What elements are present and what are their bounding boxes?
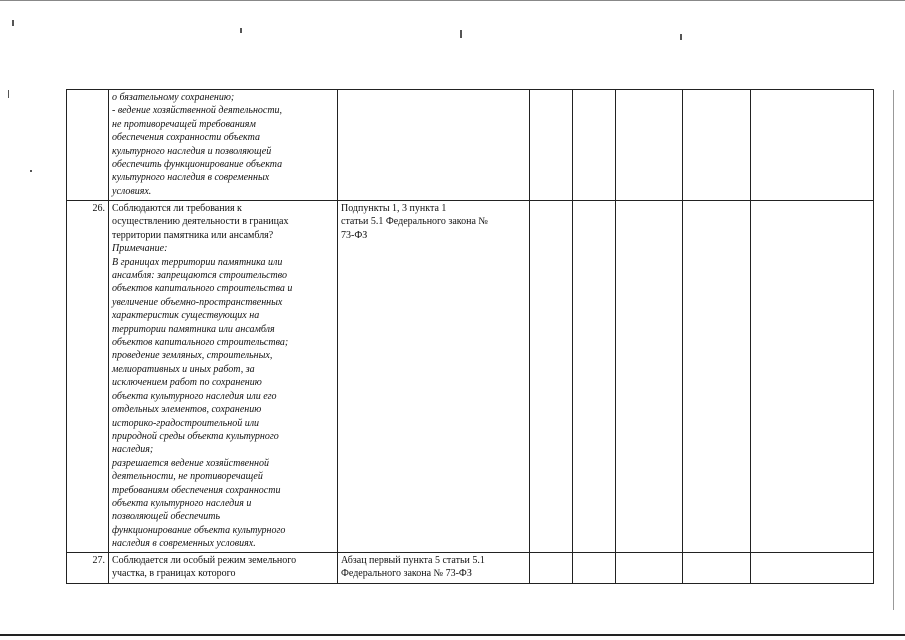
answer-extra-cell — [683, 552, 751, 583]
note-line: требованиям обеспечения сохранности — [112, 484, 281, 496]
answer-no-cell — [573, 90, 616, 201]
answer-yes-cell — [530, 201, 573, 553]
note-line: наследия в современных условиях. — [112, 538, 256, 550]
row-number: 26. — [67, 201, 109, 553]
note-line: объектов капитального строительства и — [112, 283, 293, 295]
norm-cell — [338, 90, 530, 201]
norm-cell — [338, 552, 530, 583]
requirement-cell — [109, 90, 338, 201]
answer-no-cell — [573, 552, 616, 583]
norm-line: статьи 5.1 Федерального закона № — [341, 216, 488, 228]
question-line: осуществлению деятельности в границах — [112, 216, 289, 228]
requirement-line: не противоречащей требованиям — [112, 118, 256, 130]
note-line: наследия; — [112, 444, 154, 456]
requirement-line: - ведение хозяйственной деятельности, — [112, 105, 283, 117]
norm-cell — [338, 201, 530, 553]
answer-extra-cell — [683, 201, 751, 553]
note-line: деятельности, не противоречащей — [112, 471, 263, 483]
scan-speck — [240, 28, 242, 33]
note-line: разрешается ведение хозяйственной — [112, 457, 270, 469]
row-number: 27. — [67, 552, 109, 583]
answer-na-cell — [616, 552, 683, 583]
comment-cell — [751, 201, 874, 553]
note-line: увеличение объемно-пространственных — [112, 296, 283, 308]
table-row — [67, 90, 874, 201]
requirement-line: обеспечения сохранности объекта — [112, 132, 260, 144]
note-line: характеристик существующих на — [112, 310, 260, 322]
question-line: Соблюдаются ли требования к — [112, 203, 242, 214]
norm-line: Федерального закона № 73-ФЗ — [341, 567, 472, 579]
norm-line: 73-ФЗ — [341, 229, 368, 241]
requirement-cell — [109, 201, 338, 553]
note-line: объекта культурного наследия или его — [112, 390, 277, 402]
note-line: объекта культурного наследия и — [112, 497, 252, 509]
answer-yes-cell — [530, 90, 573, 201]
requirement-cell — [109, 552, 338, 583]
question-line: Соблюдается ли особый режим земельного — [112, 554, 297, 566]
note-line: Примечание: — [112, 243, 168, 255]
norm-line: Абзац первый пункта 5 статьи 5.1 — [341, 554, 485, 566]
scan-speck — [893, 90, 894, 610]
note-line: мелиоративных и иных работ, за — [112, 363, 255, 375]
answer-extra-cell — [683, 90, 751, 201]
requirement-line: о бязательному сохранению; — [112, 92, 235, 103]
requirement-line: обеспечить функционирование объекта — [112, 159, 283, 171]
requirement-line: условиях. — [112, 185, 152, 197]
note-line: позволяющей обеспечить — [112, 511, 221, 523]
answer-no-cell — [573, 201, 616, 553]
requirement-line: культурного наследия в современных — [112, 172, 270, 184]
question-line: территории памятника или ансамбля? — [112, 229, 274, 241]
norm-line: Подпункты 1, 3 пункта 1 — [341, 203, 447, 214]
scan-speck — [460, 30, 462, 38]
scan-speck — [12, 20, 14, 26]
table-row — [67, 201, 874, 553]
answer-na-cell — [616, 90, 683, 201]
note-line: ансамбля: запрещаются строительство — [112, 270, 287, 282]
question-line: участка, в границах которого — [112, 567, 236, 579]
row-number — [67, 90, 109, 201]
note-line: отдельных элементов, сохранению — [112, 404, 262, 416]
answer-yes-cell — [530, 552, 573, 583]
bottom-scan-edge — [0, 634, 905, 636]
comment-cell — [751, 552, 874, 583]
scan-speck — [8, 90, 9, 98]
checklist-table — [66, 89, 874, 584]
note-line: функционирование объекта культурного — [112, 524, 286, 536]
note-line: проведение земляных, строительных, — [112, 350, 273, 362]
answer-na-cell — [616, 201, 683, 553]
note-line: историко-градостроительной или — [112, 417, 260, 429]
scan-speck — [680, 34, 682, 40]
note-line: исключением работ по сохранению — [112, 377, 262, 389]
top-scan-edge — [0, 0, 905, 1]
requirement-line: культурного наследия и позволяющей — [112, 145, 272, 157]
table-row — [67, 552, 874, 583]
note-line: В границах территории памятника или — [112, 256, 283, 268]
note-line: территории памятника или ансамбля — [112, 323, 275, 335]
note-line: природной среды объекта культурного — [112, 430, 279, 442]
comment-cell — [751, 90, 874, 201]
note-line: объектов капитального строительства; — [112, 337, 289, 349]
scan-speck — [30, 170, 32, 172]
